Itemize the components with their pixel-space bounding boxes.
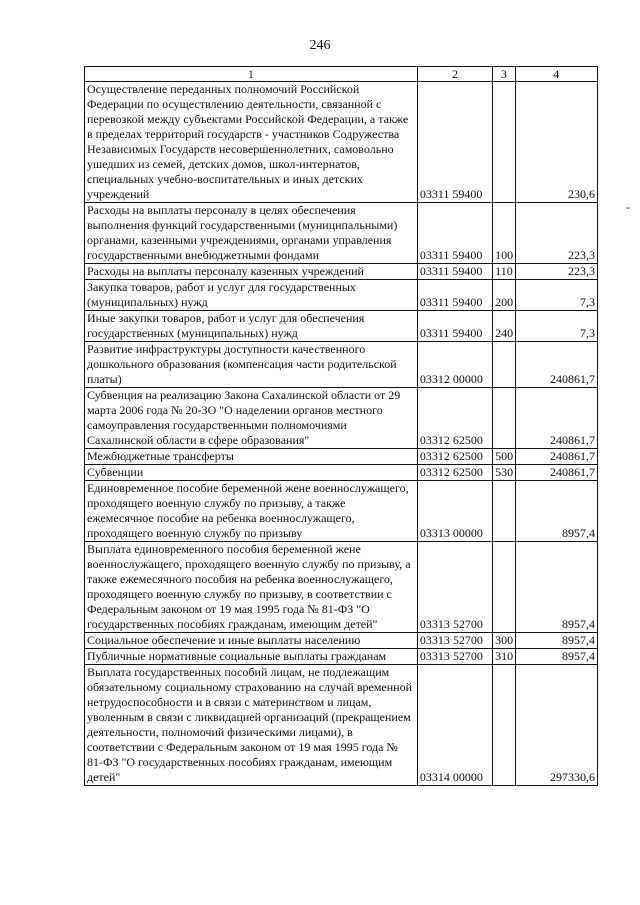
page-number: 246 — [309, 38, 331, 53]
row-type: 200 — [493, 280, 515, 311]
header-col-4: 4 — [515, 67, 597, 82]
row-type: 110 — [493, 264, 515, 280]
row-name: Расходы на выплаты персоналу в целях обеспечения выполнения функций государственными (муниципальными) органами, казенными учреждениями, органами управления государственными внебюджетными фондами — [85, 203, 418, 264]
header-col-1: 1 — [85, 67, 418, 82]
table-header-row — [85, 67, 598, 82]
row-name: Иные закупки товаров, работ и услуг для обеспечения государственных (муниципальных) нужд — [85, 311, 418, 342]
row-name: Выплата единовременного пособия беременной жене военнослужащего, проходящего военную службу по призыву, а также ежемесячного пособия на ребенка военнослужащего, проходящего военную службу по призыву, в соответствии с Федеральным законом от 19 мая 1995 года № 81-ФЗ "О государственных пособиях гражданам, имеющим детей" — [85, 542, 418, 633]
row-type: 500 — [493, 449, 515, 465]
table-row — [85, 203, 598, 264]
row-code: 03312 62500 — [417, 465, 492, 481]
row-code: 03311 59400 — [417, 203, 492, 264]
margin-mark: - — [626, 200, 630, 214]
table-row — [85, 481, 598, 542]
row-code: 03311 59400 — [417, 82, 492, 203]
table-row — [85, 342, 598, 388]
row-amount: 230,6 — [515, 82, 597, 203]
row-name: Публичные нормативные социальные выплаты гражданам — [85, 649, 418, 665]
row-amount: 240861,7 — [515, 465, 597, 481]
row-amount: 297330,6 — [515, 665, 597, 786]
row-name: Межбюджетные трансферты — [85, 449, 418, 465]
table-row — [85, 665, 598, 786]
row-name: Выплата государственных пособий лицам, не подлежащим обязательному социальному страхованию на случай временной нетрудоспособности и в связи с материнством и лицам, уволенным в связи с ликвидацией организаций (прекращением деятельности, полномочий физическими лицами), в соответствии с Федеральным законом от 19 мая 1995 года № 81-ФЗ "О государственных пособиях гражданам, имеющим детей" — [85, 665, 418, 786]
table-row — [85, 280, 598, 311]
row-amount: 223,3 — [515, 203, 597, 264]
row-type — [493, 542, 515, 633]
row-amount: 8957,4 — [515, 542, 597, 633]
header-col-3: 3 — [493, 67, 515, 82]
row-code: 03314 00000 — [417, 665, 492, 786]
row-amount: 8957,4 — [515, 481, 597, 542]
table-row — [85, 465, 598, 481]
row-type: 100 — [493, 203, 515, 264]
row-code: 03313 52700 — [417, 633, 492, 649]
row-name: Расходы на выплаты персоналу казенных учреждений — [85, 264, 418, 280]
row-type — [493, 388, 515, 449]
header-col-2: 2 — [417, 67, 492, 82]
table-row — [85, 542, 598, 633]
table-row — [85, 264, 598, 280]
row-code: 03311 59400 — [417, 280, 492, 311]
row-name: Единовременное пособие беременной жене военнослужащего, проходящего военную службу по призыву, а также ежемесячное пособие на ребенка военнослужащего, проходящего военную службу по призыву — [85, 481, 418, 542]
row-type: 530 — [493, 465, 515, 481]
row-type — [493, 481, 515, 542]
row-amount: 8957,4 — [515, 633, 597, 649]
row-amount: 223,3 — [515, 264, 597, 280]
row-amount: 8957,4 — [515, 649, 597, 665]
row-amount: 240861,7 — [515, 342, 597, 388]
table-row — [85, 388, 598, 449]
table-row — [85, 649, 598, 665]
row-name: Развитие инфраструктуры доступности качественного дошкольного образования (компенсация части родительской платы) — [85, 342, 418, 388]
row-code: 03312 62500 — [417, 449, 492, 465]
row-name: Субвенция на реализацию Закона Сахалинской области от 29 марта 2006 года № 20-ЗО "О наделении органов местного самоуправления государственными полномочиями Сахалинской области в сфере образования" — [85, 388, 418, 449]
row-type — [493, 665, 515, 786]
row-name: Субвенции — [85, 465, 418, 481]
row-type — [493, 82, 515, 203]
row-code: 03311 59400 — [417, 311, 492, 342]
row-code: 03311 59400 — [417, 264, 492, 280]
row-code: 03312 00000 — [417, 342, 492, 388]
table-row — [85, 311, 598, 342]
row-code: 03312 62500 — [417, 388, 492, 449]
row-code: 03313 00000 — [417, 481, 492, 542]
table-row — [85, 82, 598, 203]
row-code: 03313 52700 — [417, 649, 492, 665]
row-amount: 240861,7 — [515, 449, 597, 465]
row-type: 310 — [493, 649, 515, 665]
row-code: 03313 52700 — [417, 542, 492, 633]
row-type: 240 — [493, 311, 515, 342]
table-row — [85, 633, 598, 649]
table-row — [85, 449, 598, 465]
row-name: Осуществление переданных полномочий Российской Федерации по осуществлению деятельности, связанной с перевозкой между субъектами Российской Федерации, а также в пределах территорий государств - участников Содружества Независимых Государств несовершеннолетних, самовольно ушедших из семей, детских домов, школ-интернатов, специальных учебно-воспитательных и иных детских учреждений — [85, 82, 418, 203]
row-name: Закупка товаров, работ и услуг для государственных (муниципальных) нужд — [85, 280, 418, 311]
row-amount: 240861,7 — [515, 388, 597, 449]
row-amount: 7,3 — [515, 311, 597, 342]
row-name: Социальное обеспечение и иные выплаты населению — [85, 633, 418, 649]
row-type — [493, 342, 515, 388]
row-type: 300 — [493, 633, 515, 649]
budget-table — [84, 66, 598, 786]
row-amount: 7,3 — [515, 280, 597, 311]
